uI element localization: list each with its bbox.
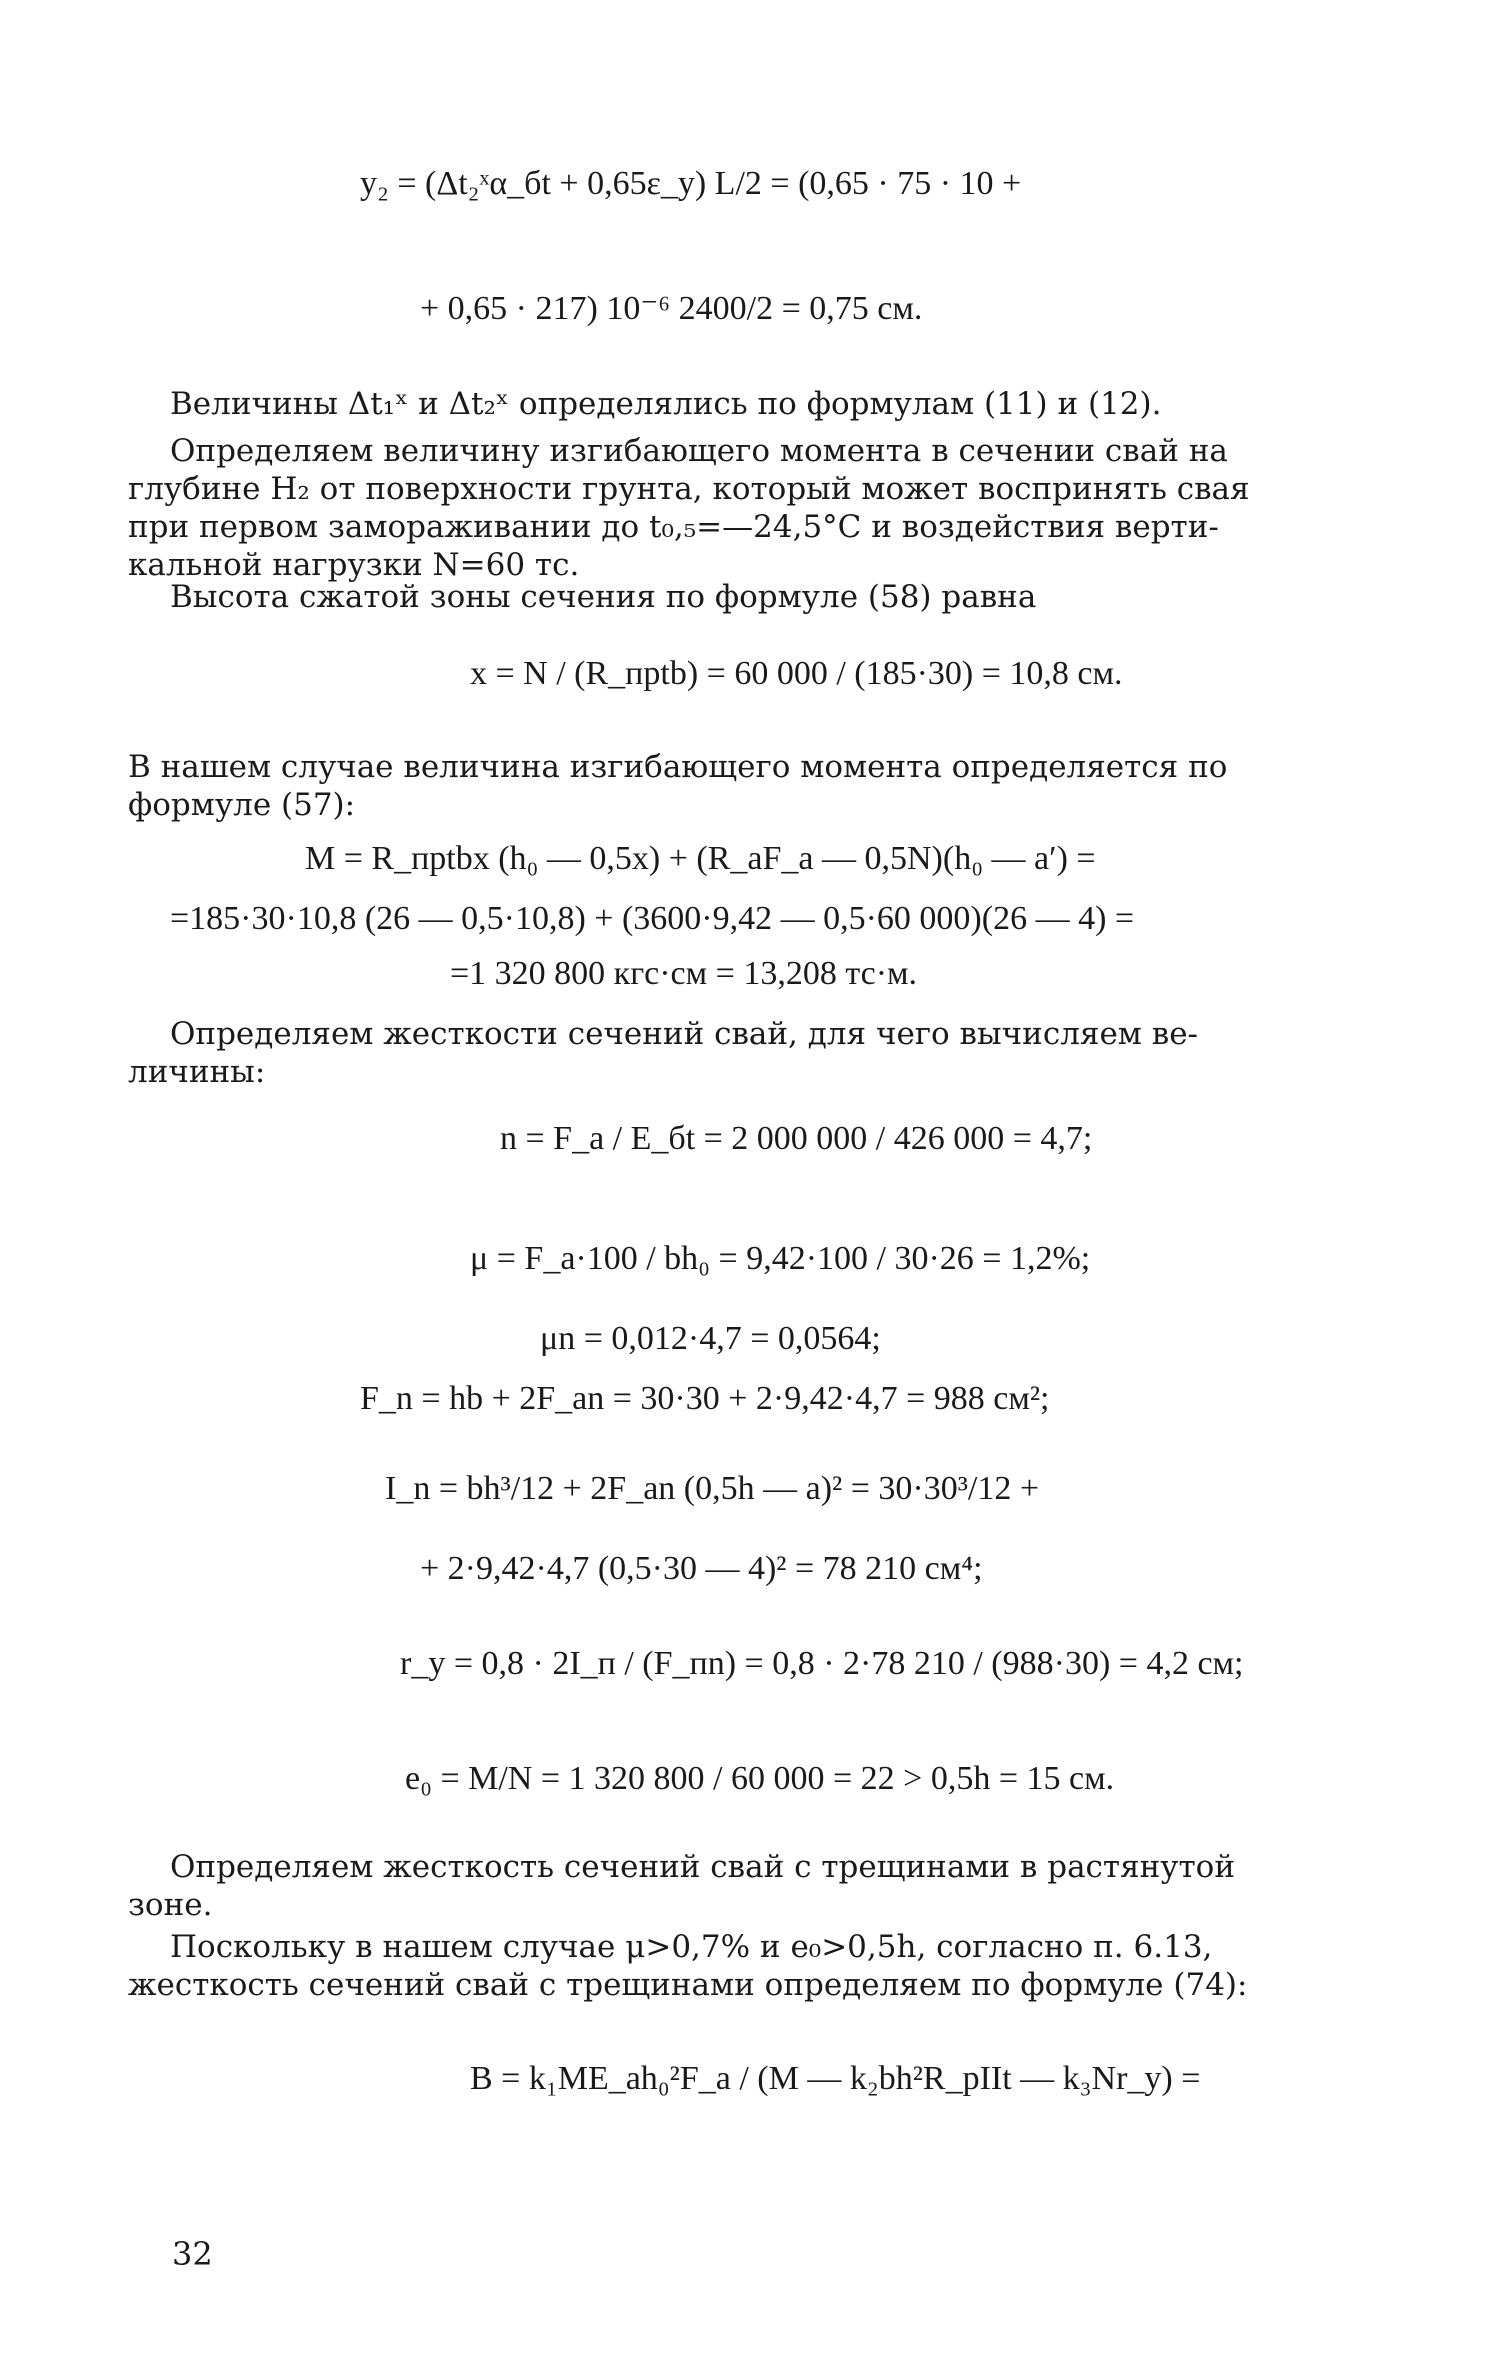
paragraph-6	[128, 1848, 1340, 1924]
formula-mun-text: μn = 0,012·4,7 = 0,0564;	[540, 1320, 881, 1357]
formula-ry	[400, 1645, 1244, 1683]
formula-x-text: x = N / (R_прtb) = 60 000 / (185·30) = 10,8 см.	[470, 655, 1123, 692]
formula-M-line3	[450, 955, 917, 993]
formula-y2-line2	[420, 290, 922, 328]
formula-M-line1	[305, 840, 1096, 878]
formula-In-line1-text: I_n = bh³/12 + 2F_an (0,5h — a)² = 30·30³/12 +	[385, 1470, 1040, 1507]
paragraph-1	[170, 385, 1340, 423]
paragraph-4-line-2: формуле (57):	[128, 787, 356, 823]
formula-In-line2	[420, 1550, 983, 1588]
paragraph-6-line-1: Определяем жесткость сечений свай с трещинами в растянутой	[170, 1849, 1236, 1885]
paragraph-1-text: Величины Δt₁ˣ и Δt₂ˣ определялись по формулам (11) и (12).	[170, 386, 1162, 422]
paragraph-4-line-1: В нашем случае величина изгибающего момента определяется по	[128, 749, 1228, 785]
paragraph-6-line-2: зоне.	[128, 1887, 213, 1923]
formula-mun	[540, 1320, 881, 1358]
paragraph-5-line-1: Определяем жесткости сечений свай, для чего вычисляем ве-	[170, 1016, 1199, 1052]
formula-In-line2-text: + 2·9,42·4,7 (0,5·30 — 4)² = 78 210 см⁴;	[420, 1550, 983, 1587]
formula-n	[500, 1120, 1092, 1158]
formula-M-line1-text: M = R_прtbx (h₀ — 0,5x) + (R_aF_a — 0,5N)(h₀ — a′) =	[305, 840, 1096, 877]
formula-n-text: n = F_a / E_бt = 2 000 000 / 426 000 = 4,7;	[500, 1120, 1093, 1157]
formula-M-line2-text: =185·30·10,8 (26 — 0,5·10,8) + (3600·9,42 — 0,5·60 000)(26 — 4) =	[170, 900, 1135, 937]
paragraph-5	[128, 1015, 1340, 1091]
formula-In-line1	[385, 1470, 1039, 1508]
formula-M-line2	[170, 900, 1134, 938]
formula-x	[470, 655, 1123, 693]
paragraph-2-line-2: глубине H₂ от поверхности грунта, который может воспринять свая	[128, 471, 1250, 507]
formula-M-line3-text: =1 320 800 кгс·см = 13,208 тс·м.	[450, 955, 918, 992]
paragraph-3	[170, 578, 1340, 616]
formula-mu-text: μ = F_a·100 / bh₀ = 9,42·100 / 30·26 = 1,2%;	[470, 1240, 1091, 1277]
formula-ry-text: r_y = 0,8 · 2I_п / (F_пn) = 0,8 · 2·78 210 / (988·30) = 4,2 см;	[400, 1645, 1244, 1682]
formula-e0-text: e₀ = M/N = 1 320 800 / 60 000 = 22 > 0,5h = 15 см.	[405, 1760, 1115, 1797]
paragraph-7-line-2: жесткость сечений свай с трещинами определяем по формуле (74):	[128, 1967, 1248, 2003]
formula-e0	[405, 1760, 1114, 1798]
formula-y2-line1-text: y₂ = (Δt₂ˣα_бt + 0,65ε_y) L/2 = (0,65 · 75 · 10 +	[360, 165, 1022, 202]
paragraph-4	[128, 748, 1340, 824]
paragraph-5-line-2: личины:	[128, 1054, 266, 1090]
paragraph-7	[128, 1928, 1340, 2004]
page-number: 32	[172, 2235, 213, 2273]
formula-y2-line1	[360, 165, 1021, 203]
formula-Fn	[360, 1380, 1050, 1418]
paragraph-2-line-1: Определяем величину изгибающего момента в сечении свай на	[170, 433, 1228, 469]
formula-B-text: B = k₁ME_ah₀²F_a / (M — k₂bh²R_рIIt — k₃Nr_y) =	[470, 2060, 1201, 2097]
paragraph-3-text: Высота сжатой зоны сечения по формуле (58) равна	[170, 579, 1037, 615]
formula-Fn-text: F_n = hb + 2F_an = 30·30 + 2·9,42·4,7 = 988 см²;	[360, 1380, 1050, 1417]
formula-y2-line2-text: + 0,65 · 217) 10⁻⁶ 2400/2 = 0,75 см.	[420, 290, 923, 327]
paragraph-2-line-4: кальной нагрузки N=60 тс.	[128, 547, 580, 583]
paragraph-2-line-3: при первом замораживании до t₀,₅=—24,5°С и воздействия верти-	[128, 509, 1219, 545]
paragraph-2	[128, 432, 1340, 584]
formula-B	[470, 2060, 1200, 2098]
paragraph-7-line-1: Поскольку в нашем случае μ>0,7% и e₀>0,5h, согласно п. 6.13,	[170, 1929, 1213, 1965]
formula-mu	[470, 1240, 1090, 1278]
